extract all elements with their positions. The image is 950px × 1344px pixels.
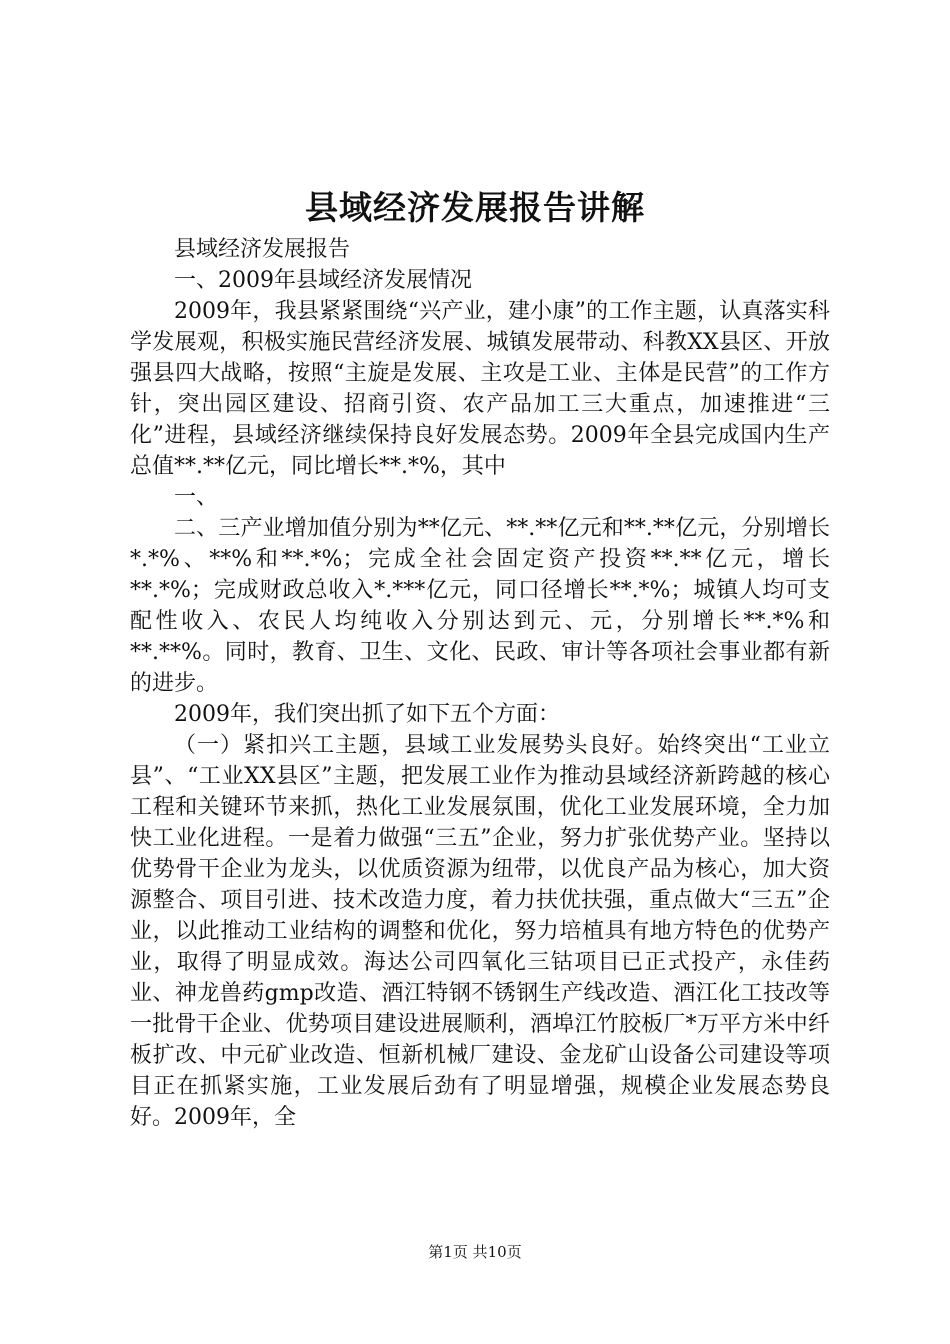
- paragraph: 一、: [174, 485, 219, 510]
- paragraph: （一）紧扣兴工主题，县域工业发展势头良好。始终突出“工业立县”、“工业XX县区”主题，把发展工业作为推动县域经济新跨越的核心工程和关键环节来抓，热化工业发展氛围，优化工业发展环境，全力加快工业化进程。一是着力做强“三五”企业，努力扩张优势产业。坚持以优势骨干企业为龙头，以优质资源为纽带，以优良产品为核心，加大资源整合、项目引进、技术改造力度，着力扶优扶强，重点做大“三五”企业，以此推动工业结构的调整和优化，努力培植具有地方特色的优势产业，取得了明显成效。海达公司四氧化三钴项目已正式投产，永佳药业、神龙兽药gmp改造、酒江特钢不锈钢生产线改造、酒江化工技改等一批骨干企业、优势项目建设进展顺利，酒埠江竹胶板厂*万平方米中纤板扩改、中元矿业改造、恒新机械厂建设、金龙矿山设备公司建设等项目正在抓紧实施，工业发展后劲有了明显增强，规模企业发展态势良好。2009年，全: [130, 733, 830, 1130]
- paragraph: 二、三产业增加值分别为**亿元、**.**亿元和**.**亿元，分别增长*.*%、**%和**.*%；完成全社会固定资产投资**.**亿元，增长**.*%；完成财政总收入*.***亿元，同口径增长**.*%；城镇人均可支配性收入、农民人均纯收入分别达到元、元，分别增长**.*%和**.**%。同时，教育、卫生、文化、民政、审计等各项社会事业都有新的进步。: [130, 516, 830, 696]
- paragraph: 2009年，我县紧紧围绕“兴产业，建小康”的工作主题，认真落实科学发展观，积极实施民营经济发展、城镇发展带动、科教XX县区、开放强县四大战略，按照“主旋是发展、主攻是工业、主体是民营”的工作方针，突出园区建设、招商引资、农产品加工三大重点，加速推进“三化”进程，县域经济继续保持良好发展态势。2009年全县完成国内生产总值**.**亿元，同比增长**.*%，其中: [130, 299, 830, 479]
- page-footer: 第1页 共10页: [428, 1243, 522, 1261]
- document-title: 县域经济发展报告讲解: [305, 188, 645, 227]
- paragraph: 2009年，我们突出抓了如下五个方面：: [174, 702, 560, 727]
- paragraph: 一、2009年县域经济发展情况: [174, 268, 472, 293]
- document-body: [130, 234, 830, 1133]
- paragraph: 县域经济发展报告: [174, 237, 351, 262]
